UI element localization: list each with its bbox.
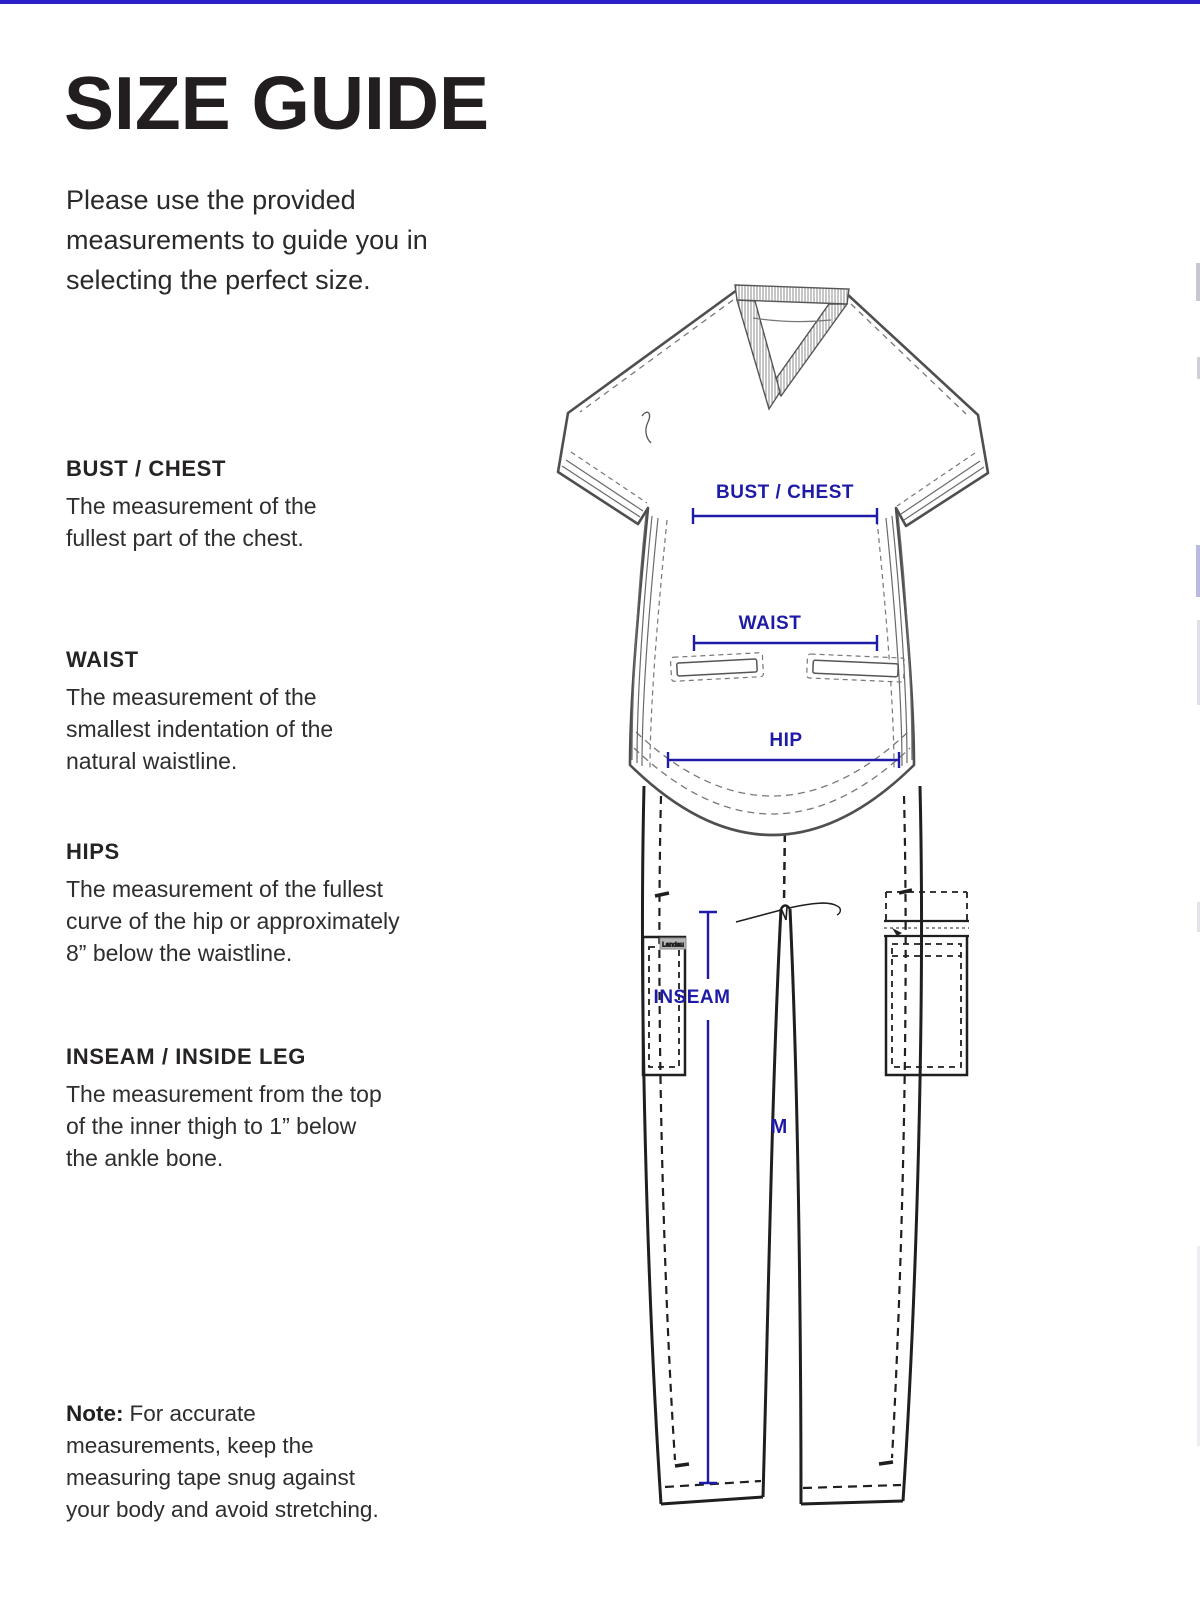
section-line: The measurement from the top: [66, 1081, 382, 1107]
section-line: smallest indentation of the: [66, 716, 334, 742]
note-line-rest: For accurate: [129, 1401, 256, 1426]
section-inseam: [66, 1046, 536, 1174]
size-diagram: [540, 280, 1010, 1520]
waist-measure-label: WAIST: [738, 613, 802, 634]
section-line: natural waistline.: [66, 748, 238, 774]
section-waist: [66, 649, 536, 777]
note-line: your body and avoid stretching.: [66, 1497, 379, 1522]
section-line: 8” below the waistline.: [66, 940, 293, 966]
section-bust-chest: [66, 458, 536, 554]
edge-artifact: [1196, 545, 1200, 597]
intro-line: Please use the provided: [66, 185, 356, 215]
note-line: measurements, keep the: [66, 1433, 314, 1458]
section-line: The measurement of the: [66, 684, 317, 710]
note-line: measuring tape snug against: [66, 1465, 355, 1490]
section-line: The measurement of the fullest: [66, 876, 384, 902]
section-line: The measurement of the: [66, 493, 317, 519]
bust-chest-measure-label: BUST / CHEST: [716, 482, 854, 503]
page-title: SIZE GUIDE: [64, 61, 490, 145]
zipper-pull-icon: [892, 928, 902, 936]
section-hips: [66, 841, 536, 969]
section-heading: HIPS: [66, 839, 120, 864]
section-heading: BUST / CHEST: [66, 456, 226, 481]
section-line: of the inner thigh to 1” below: [66, 1113, 357, 1139]
scrub-pants-drawing: [643, 786, 922, 1504]
intro-line: selecting the perfect size.: [66, 265, 371, 295]
section-heading: INSEAM / INSIDE LEG: [66, 1044, 306, 1069]
note-text: [66, 1398, 486, 1526]
note-line: [66, 1398, 486, 1430]
size-letter-label: M: [770, 1116, 788, 1138]
top-accent-bar: [0, 0, 1200, 4]
right-cargo-pocket: [884, 892, 969, 1075]
intro-text: [66, 180, 428, 300]
scrubs-technical-sketch: [540, 280, 1010, 1520]
section-line: curve of the hip or approximately: [66, 908, 400, 934]
edge-artifact: [1196, 263, 1200, 301]
scrub-top-drawing: [558, 285, 988, 835]
inseam-measure-label: INSEAM: [653, 987, 731, 1008]
section-heading: WAIST: [66, 647, 139, 672]
section-line: fullest part of the chest.: [66, 525, 304, 551]
intro-line: measurements to guide you in: [66, 225, 428, 255]
note-label: Note:: [66, 1401, 124, 1426]
hip-measure-label: HIP: [769, 730, 803, 751]
pocket-brand-tag: Landau: [662, 941, 684, 949]
section-line: the ankle bone.: [66, 1145, 224, 1171]
